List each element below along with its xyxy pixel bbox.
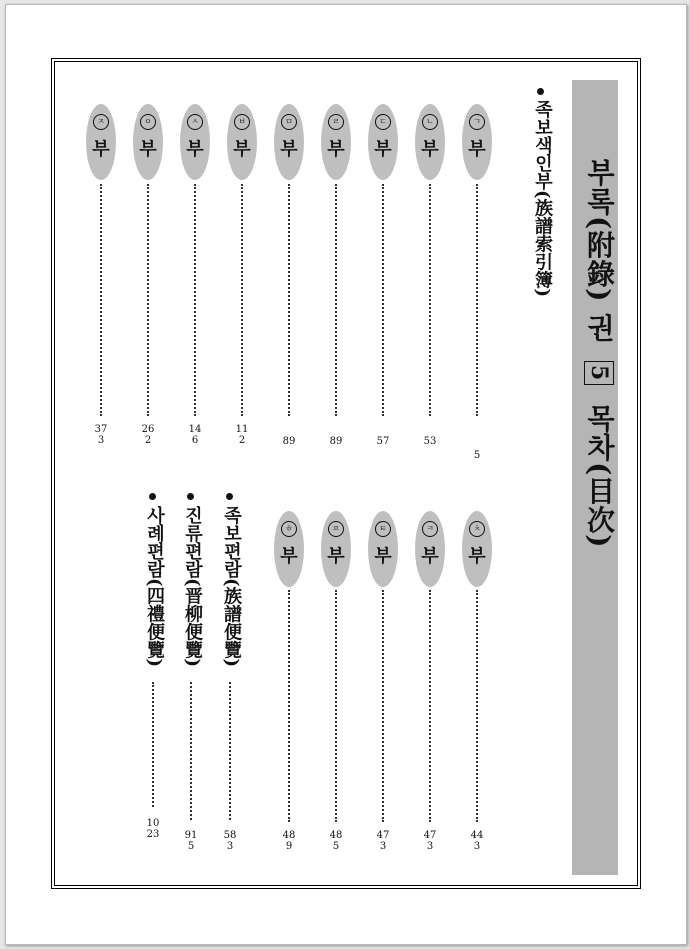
chip-label: 부 [186,139,204,160]
section-index-title: 족보색인부(族譜索引簿) [532,100,553,298]
chip-jieut [86,104,116,180]
jamo-badge: ㅇ [140,114,156,130]
page-number: 473 [423,830,437,852]
chip-label: 부 [233,139,251,160]
dot-leader [100,184,102,416]
dot-leader [147,184,149,416]
jamo-badge: ㄷ [375,114,391,130]
page-number: 1023 [146,818,160,840]
jamo-badge: ㅌ [375,521,391,537]
dot-leader [288,184,290,416]
page-number: 473 [376,830,390,852]
dot-leader [429,590,431,822]
chip-chieut [462,511,492,587]
jamo-badge: ㅎ [281,521,297,537]
jamo-badge: ㄴ [422,114,438,130]
dot-leader [288,590,290,822]
page-number: 915 [184,830,198,852]
dot-leader [335,590,337,822]
dot-leader [476,184,478,416]
dot-leader [476,590,478,822]
page-number: 146 [188,424,202,446]
jamo-badge: ㅊ [469,521,485,537]
chip-label: 부 [468,139,486,160]
section-sarye-title: 사례편람(四禮便覽) [144,506,165,668]
chip-label: 부 [139,139,157,160]
jamo-badge: ㅋ [422,521,438,537]
chip-label: 부 [468,546,486,567]
page-number: 112 [235,424,249,446]
page-number: 583 [223,830,237,852]
jamo-badge: ㅈ [93,114,109,130]
chip-hieut [274,511,304,587]
chip-label: 부 [280,139,298,160]
chip-label: 부 [374,546,392,567]
chip-label: 부 [421,546,439,567]
jamo-badge: ㄹ [328,114,344,130]
page-number: 53 [423,436,437,447]
chip-ieung [133,104,163,180]
bullet-icon [187,493,194,500]
page-number: 443 [470,830,484,852]
page-number: 89 [282,436,296,447]
chip-giyeok [462,104,492,180]
volume-number: 5 [584,361,614,385]
page-number: 5 [473,450,481,461]
chip-bieup [227,104,257,180]
page-number: 485 [329,830,343,852]
jamo-badge: ㅍ [328,521,344,537]
bullet-icon [226,493,233,500]
chip-label: 부 [327,139,345,160]
chip-label: 부 [280,546,298,567]
dot-leader [190,682,192,820]
chip-rieul [321,104,351,180]
section-jinryu-title: 진류편람(晋柳便覽) [182,506,203,668]
dot-leader [429,184,431,416]
chip-label: 부 [92,139,110,160]
jamo-badge: ㅂ [234,114,250,130]
chip-label: 부 [327,546,345,567]
title-text-after: 목차(目次) [583,404,616,549]
page-number: 373 [94,424,108,446]
dot-leader [241,184,243,416]
chip-nieun [415,104,445,180]
page-number: 57 [376,436,390,447]
page-number: 262 [141,424,155,446]
chip-mieum [274,104,304,180]
dot-leader [382,184,384,416]
page-title [579,158,619,549]
page-number: 489 [282,830,296,852]
chip-pieup [321,511,351,587]
dot-leader [382,590,384,822]
bullet-icon [149,493,156,500]
section-jokbo-title: 족보편람(族譜便覽) [221,506,242,668]
jamo-badge: ㅁ [281,114,297,130]
title-text-before: 부록(附錄) 권 [583,158,616,343]
dot-leader [229,682,231,820]
dot-leader [335,184,337,416]
jamo-badge: ㅅ [187,114,203,130]
chip-kieuk [415,511,445,587]
chip-siot [180,104,210,180]
chip-label: 부 [374,139,392,160]
chip-digeut [368,104,398,180]
dot-leader [194,184,196,416]
page-number: 89 [329,436,343,447]
dot-leader [152,682,154,807]
chip-label: 부 [421,139,439,160]
bullet-icon [537,88,544,95]
chip-tieut [368,511,398,587]
jamo-badge: ㄱ [469,114,485,130]
